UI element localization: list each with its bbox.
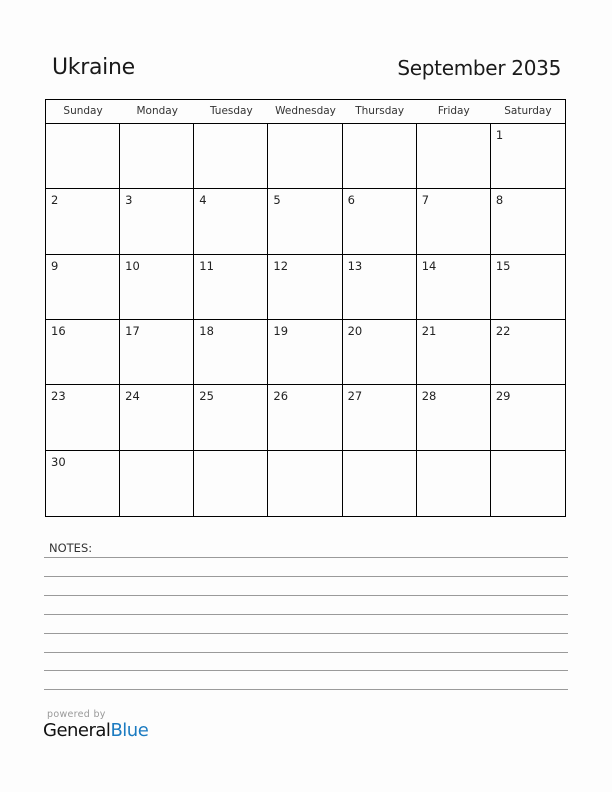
day-cells	[46, 124, 565, 516]
day-cell-8	[491, 189, 565, 254]
day-number: 27	[347, 389, 363, 404]
day-number: 22	[495, 324, 511, 338]
day-number: 2	[51, 193, 59, 208]
empty-day-cell	[46, 124, 120, 189]
day-cell-11	[194, 255, 268, 320]
day-number: 14	[421, 258, 437, 273]
empty-day-cell	[268, 124, 342, 189]
empty-day-cell	[120, 451, 194, 516]
generalblue-logo	[43, 720, 148, 741]
day-number: 23	[51, 389, 66, 404]
day-number: 17	[125, 324, 140, 338]
day-cell-27	[343, 385, 417, 450]
day-cell-14	[417, 255, 491, 320]
day-number: 12	[273, 258, 289, 273]
day-cell-3	[120, 189, 194, 254]
empty-day-cell	[194, 124, 268, 189]
empty-day-cell	[268, 451, 342, 516]
day-number: 3	[125, 193, 133, 208]
day-cell-16	[46, 320, 120, 385]
notes-line	[44, 633, 568, 634]
brand-blue: Blue	[110, 720, 149, 741]
day-cell-24	[120, 385, 194, 450]
empty-day-cell	[120, 124, 194, 189]
weekday-thursday: Thursday	[355, 105, 405, 117]
day-cell-18	[194, 320, 268, 385]
day-cell-15	[491, 255, 565, 320]
weekday-tuesday: Tuesday	[209, 105, 253, 117]
day-cell-4	[194, 189, 268, 254]
day-number: 1	[495, 128, 504, 142]
day-cell-5	[268, 189, 342, 254]
day-cell-17	[120, 320, 194, 385]
day-number: 18	[199, 324, 214, 338]
day-cell-26	[268, 385, 342, 450]
day-cell-28	[417, 385, 491, 450]
day-number: 4	[199, 193, 207, 208]
month-year-title: September 2035	[397, 56, 561, 80]
day-cell-19	[268, 320, 342, 385]
day-number: 16	[51, 324, 66, 338]
day-cell-2	[46, 189, 120, 254]
notes-label: NOTES:	[49, 541, 93, 555]
day-cell-7	[417, 189, 491, 254]
notes-line	[44, 614, 568, 615]
day-cell-6	[343, 189, 417, 254]
notes-line	[44, 576, 568, 577]
day-number: 20	[347, 324, 363, 338]
calendar-grid	[45, 99, 566, 517]
brand-general: General	[43, 720, 111, 741]
day-number: 21	[421, 324, 437, 338]
day-number: 7	[421, 193, 430, 208]
day-number: 13	[347, 258, 363, 273]
weekday-wednesday: Wednesday	[275, 105, 336, 117]
day-number: 25	[199, 389, 214, 404]
notes-line	[44, 670, 568, 671]
weekday-saturday: Saturday	[504, 105, 552, 117]
notes-line	[44, 557, 568, 558]
day-number: 11	[199, 258, 214, 273]
country-title: Ukraine	[52, 55, 135, 80]
empty-day-cell	[343, 124, 417, 189]
day-cell-20	[343, 320, 417, 385]
day-number: 6	[347, 193, 355, 208]
powered-by-text: powered by	[47, 709, 106, 720]
empty-day-cell	[491, 451, 565, 516]
day-cell-22	[491, 320, 565, 385]
weekday-friday: Friday	[437, 105, 470, 117]
day-number: 19	[273, 324, 289, 338]
day-cell-30	[46, 451, 120, 516]
empty-day-cell	[417, 451, 491, 516]
day-number: 26	[273, 389, 289, 404]
day-cell-12	[268, 255, 342, 320]
day-number: 24	[125, 389, 140, 404]
weekday-header-row	[46, 100, 565, 124]
notes-line	[44, 595, 568, 596]
day-cell-10	[120, 255, 194, 320]
weekday-sunday: Sunday	[63, 105, 103, 117]
day-cell-25	[194, 385, 268, 450]
notes-line	[44, 652, 568, 653]
day-number: 30	[51, 454, 66, 469]
day-number: 28	[421, 389, 437, 404]
day-cell-13	[343, 255, 417, 320]
day-cell-29	[491, 385, 565, 450]
day-number: 15	[495, 258, 511, 273]
day-cell-9	[46, 255, 120, 320]
day-cell-21	[417, 320, 491, 385]
notes-line	[44, 689, 568, 690]
empty-day-cell	[343, 451, 417, 516]
day-number: 5	[273, 193, 281, 208]
day-number: 8	[495, 193, 504, 208]
day-cell-23	[46, 385, 120, 450]
day-number: 10	[125, 258, 140, 273]
day-cell-1	[491, 124, 565, 189]
day-number: 9	[51, 258, 59, 273]
weekday-monday: Monday	[136, 105, 178, 117]
empty-day-cell	[194, 451, 268, 516]
empty-day-cell	[417, 124, 491, 189]
day-number: 29	[495, 389, 511, 404]
